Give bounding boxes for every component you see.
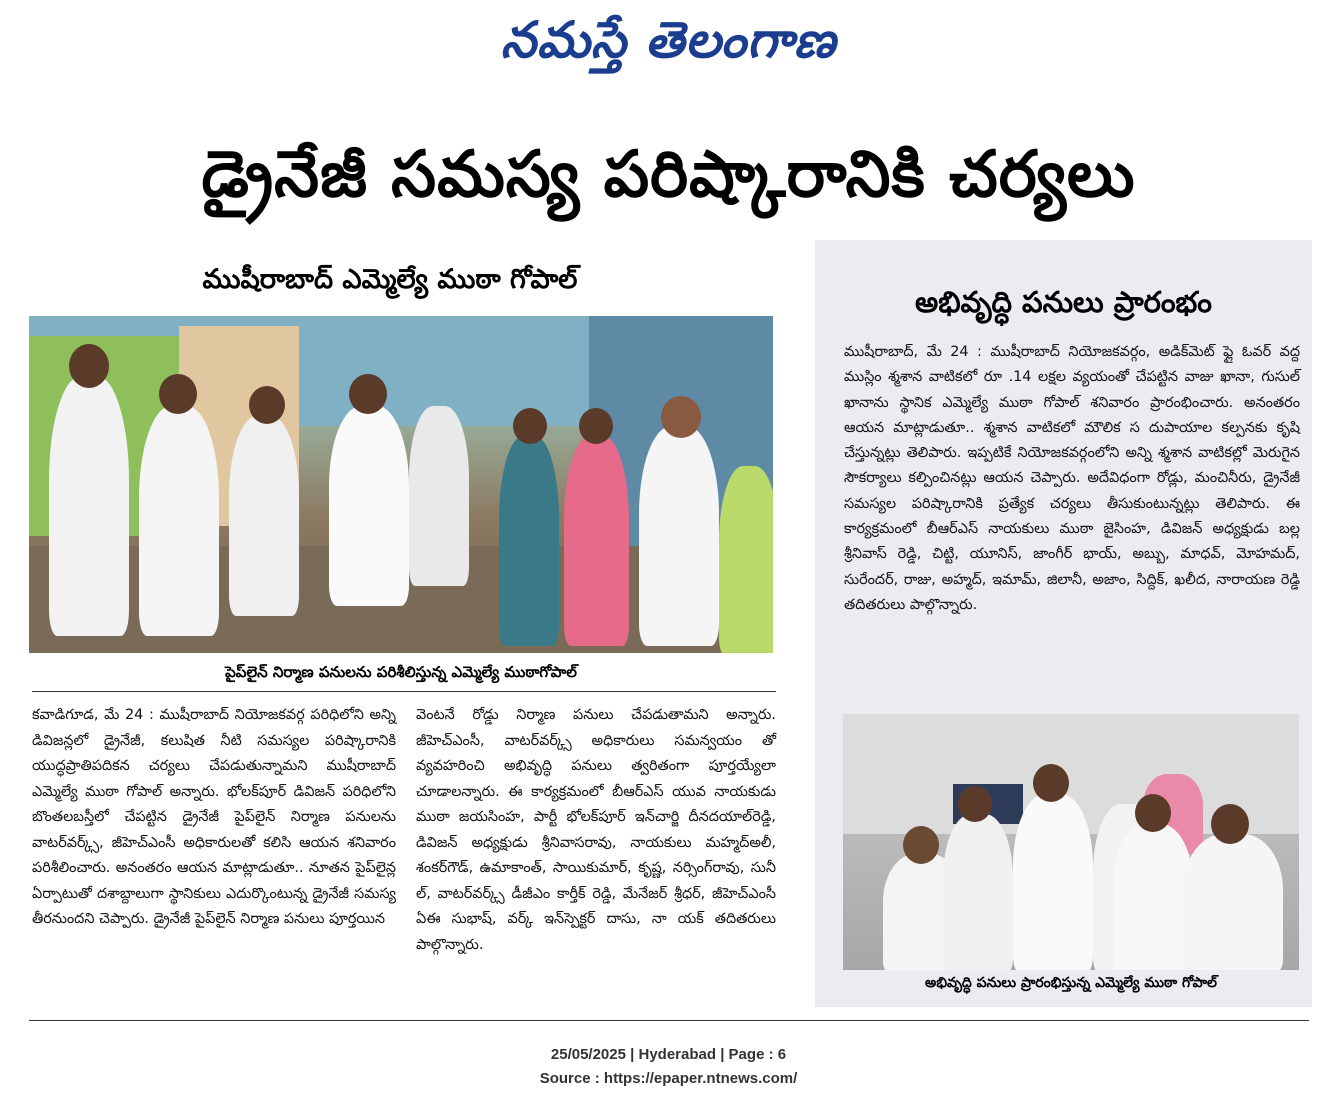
article-photo-caption: పైప్‌లైన్ నిర్మాణ పనులను పరిశీలిస్తున్న ఎమ్మెల్యే ముఠాగోపాల్ bbox=[225, 663, 577, 681]
footer-date-line: 25/05/2025 | Hyderabad | Page : 6 bbox=[550, 1046, 787, 1063]
caption-divider bbox=[32, 691, 776, 692]
newspaper-masthead: నమస్తే తెలంగాణ bbox=[500, 10, 837, 69]
article-body-column-2: వెంటనే రోడ్డు నిర్మాణ పనులు చేపడుతామని అన్నారు. జీహెచ్‌ఎంసీ, వాటర్‌వర్క్స్ అధికారులు సమన్వయం తో వ్యవహరించి అభివృద్ధి పనులు త్వరితంగా పూర్తయ్యేలా చూడాలన్నారు. ఈ కార్యక్రమంలో బీఆర్‌ఎస్ యువ నాయకుడు ముఠా జయసింహ, పార్టీ భోలక్‌పూర్ ఇన్‌చార్జి దీనదయాల్‌రెడ్డి, డివిజన్ అధ్యక్షుడు శ్రీనివాసరావు, నాయకులు మహ్మద్‌అలీ, శంకర్‌గౌడ్, ఉమాకాంత్, సాయికుమార్, కృష్ణ, నర్సింగ్‌రావు, సునీ ల్, వాటర్‌వర్క్స్ డీజీఎం కార్తీక్ రెడ్డి, మేనేజర్ శ్రీధర్, జీహెచ్‌ఎంసీ ఏఈ సుభాష్, వర్క్ ఇన్‌స్పెక్టర్ దాసు, నా యక్ తదితరులు పాల్గొన్నారు. bbox=[416, 707, 776, 953]
article-body-column-1: కవాడిగూడ, మే 24 : ముషీరాబాద్ నియోజకవర్గ పరిధిలోని అన్ని డివిజన్లలో డ్రైనేజీ, కలుషిత నీటి సమస్యల పరిష్కారానికి యుద్ధప్రాతిపదికన చర్యలు చేపడుతున్నామని ముషీరాబాద్ ఎమ్మెల్యే ముఠా గోపాల్ అన్నారు. భోలక్‌పూర్ డివిజన్ పరిధిలోని బొంతలబస్తీలో చేపట్టిన డ్రైనేజీ పైప్‌లైన్ నిర్మాణ పనులను వాటర్‌వర్క్స్, జీహెచ్‌ఎంసీ అధికారులతో కలిసి ఆయన శనివారం పరిశీలించారు. అనంతరం ఆయన మాట్లాడుతూ.. నూతన పైప్‌లైన్ల ఏర్పాటుతో దశాబ్దాలుగా స్థానికులు ఎదుర్కొంటున్న డ్రైనేజీ సమస్య తీరనుందని చెప్పారు. డ్రైనేజీ పైప్‌లైన్ నిర్మాణ పనులు పూర్తయిన bbox=[32, 707, 396, 927]
article-headline: డ్రైనేజీ సమస్య పరిష్కారానికి చర్యలు bbox=[201, 138, 1136, 212]
sidebar-story-title: అభివృద్ధి పనులు ప్రారంభం bbox=[915, 285, 1212, 319]
article-subhead: ముషీరాబాద్ ఎమ్మెల్యే ముఠా గోపాల్ bbox=[202, 264, 578, 295]
sidebar-story-body: ముషీరాబాద్, మే 24 : ముషీరాబాద్ నియోజకవర్గం, అడిక్‌మెట్ ఫ్లై ఓవర్ వద్ద ముస్లిం శ్మశాన వాటికలో రూ .14 లక్షల వ్యయంతో చేపట్టిన వాజు ఖానా, గుసుల్ ఖానాను స్థానిక ఎమ్మెల్యే ముఠా గోపాల్ శనివారం ప్రారంభించారు. అనంతరం ఆయన మాట్లాడుతూ.. శ్మశాన వాటికలో మౌలిక స దుపాయాల కల్పనకు కృషి చేస్తున్నట్లు తెలిపారు. ఇప్పటికే నియోజకవర్గంలోని అన్ని శ్మశాన వాటికల్లో మెరుగైన సౌకర్యాలు కల్పించినట్లు ఆయన చెప్పారు. అదేవిధంగా రోడ్లు, మంచినీరు, డ్రైనేజీ సమస్యల పరిష్కారానికి ప్రత్యేక చర్యలు తీసుకుంటున్నట్లు తెలిపారు. ఈ కార్యక్రమంలో బీఆర్‌ఎస్ నాయకులు ముఠా జైసింహ, డివిజన్ అధ్యక్షుడు బల్ల శ్రీనివాస్ రెడ్డి, చిట్టి, యూనిస్, జాంగీర్ భాయ్, అబ్బు, మాధవ్, మోహమద్, సురేందర్, రాజు, అహ్మద్, ఇమామ్, జిలానీ, అజాం, సిద్దిక్, ఖలీద, నారాయణ రెడ్డి తదితరులు పాల్గొన్నారు. bbox=[844, 344, 1300, 613]
article-photo bbox=[29, 316, 773, 653]
footer-divider bbox=[29, 1020, 1309, 1021]
footer-source-line: Source : https://epaper.ntnews.com/ bbox=[539, 1070, 798, 1087]
sidebar-photo-caption: అభివృద్ధి పనులు ప్రారంభిస్తున్న ఎమ్మెల్యే ముఠా గోపాల్ bbox=[925, 975, 1217, 991]
sidebar-photo bbox=[843, 714, 1299, 970]
